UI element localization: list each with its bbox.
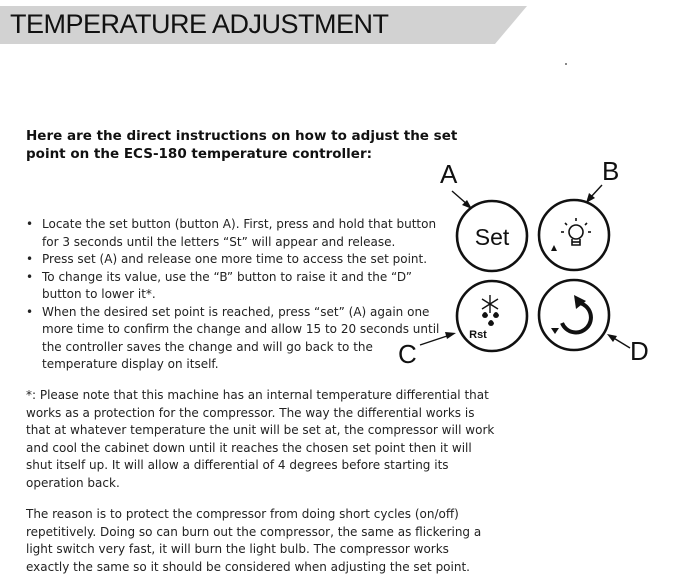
reason-paragraph: The reason is to protect the compressor from doing short cycles (on/off) repetitively. Doing so can burn out the compressor, the same as flickering a light switch very fast, it will burn the light bulb. The compressor works exactly the same so it should be considered when adjusting the set point. [26, 507, 482, 574]
instruction-item: • When the desired set point is reached, press “set” (A) again one more time to confirm the change and allow 15 to 20 seconds until the controller saves the change and will go back to the temperature display on itself. [26, 304, 446, 374]
instruction-item: • Locate the set button (button A). First, press and hold that button for 3 seconds until the letters “St” will appear and release. [26, 216, 446, 251]
controller-diagram [390, 155, 665, 370]
label-a: A [440, 159, 458, 189]
stray-dot [565, 63, 567, 65]
arrow-a-icon [452, 191, 472, 209]
button-b[interactable] [539, 200, 609, 270]
page-title: TEMPERATURE ADJUSTMENT [10, 9, 389, 39]
title-banner [0, 6, 527, 44]
label-c: C [398, 339, 417, 369]
rst-button[interactable] [457, 281, 527, 351]
button-d[interactable] [539, 280, 609, 350]
label-d: D [630, 336, 649, 366]
arrow-d-icon [607, 334, 630, 348]
arrow-c-icon [420, 332, 456, 345]
set-button[interactable] [457, 201, 527, 271]
intro-text: Here are the direct instructions on how to adjust the set point on the ECS-180 temperature controller: [26, 128, 458, 162]
label-b: B [602, 156, 620, 186]
arrow-b-icon [586, 185, 602, 203]
instruction-item: • To change its value, use the “B” button to raise it and the “D” button to lower it*. [26, 269, 446, 304]
set-button-label: Set [474, 224, 510, 250]
instruction-item: • Press set (A) and release one more time to access the set point. [26, 251, 446, 269]
rst-button-label: Rst [469, 329, 487, 341]
instruction-list [26, 216, 446, 374]
differential-note: *: Please note that this machine has an internal temperature differential that works as a protection for the compressor. The way the differential works is that at whatever temperature the unit will be set at, the compressor will work and cool the cabinet down until it reaches the chosen set point then it will shut itself up. It will allow a differential of 4 degrees before starting its operation back. [26, 388, 495, 490]
